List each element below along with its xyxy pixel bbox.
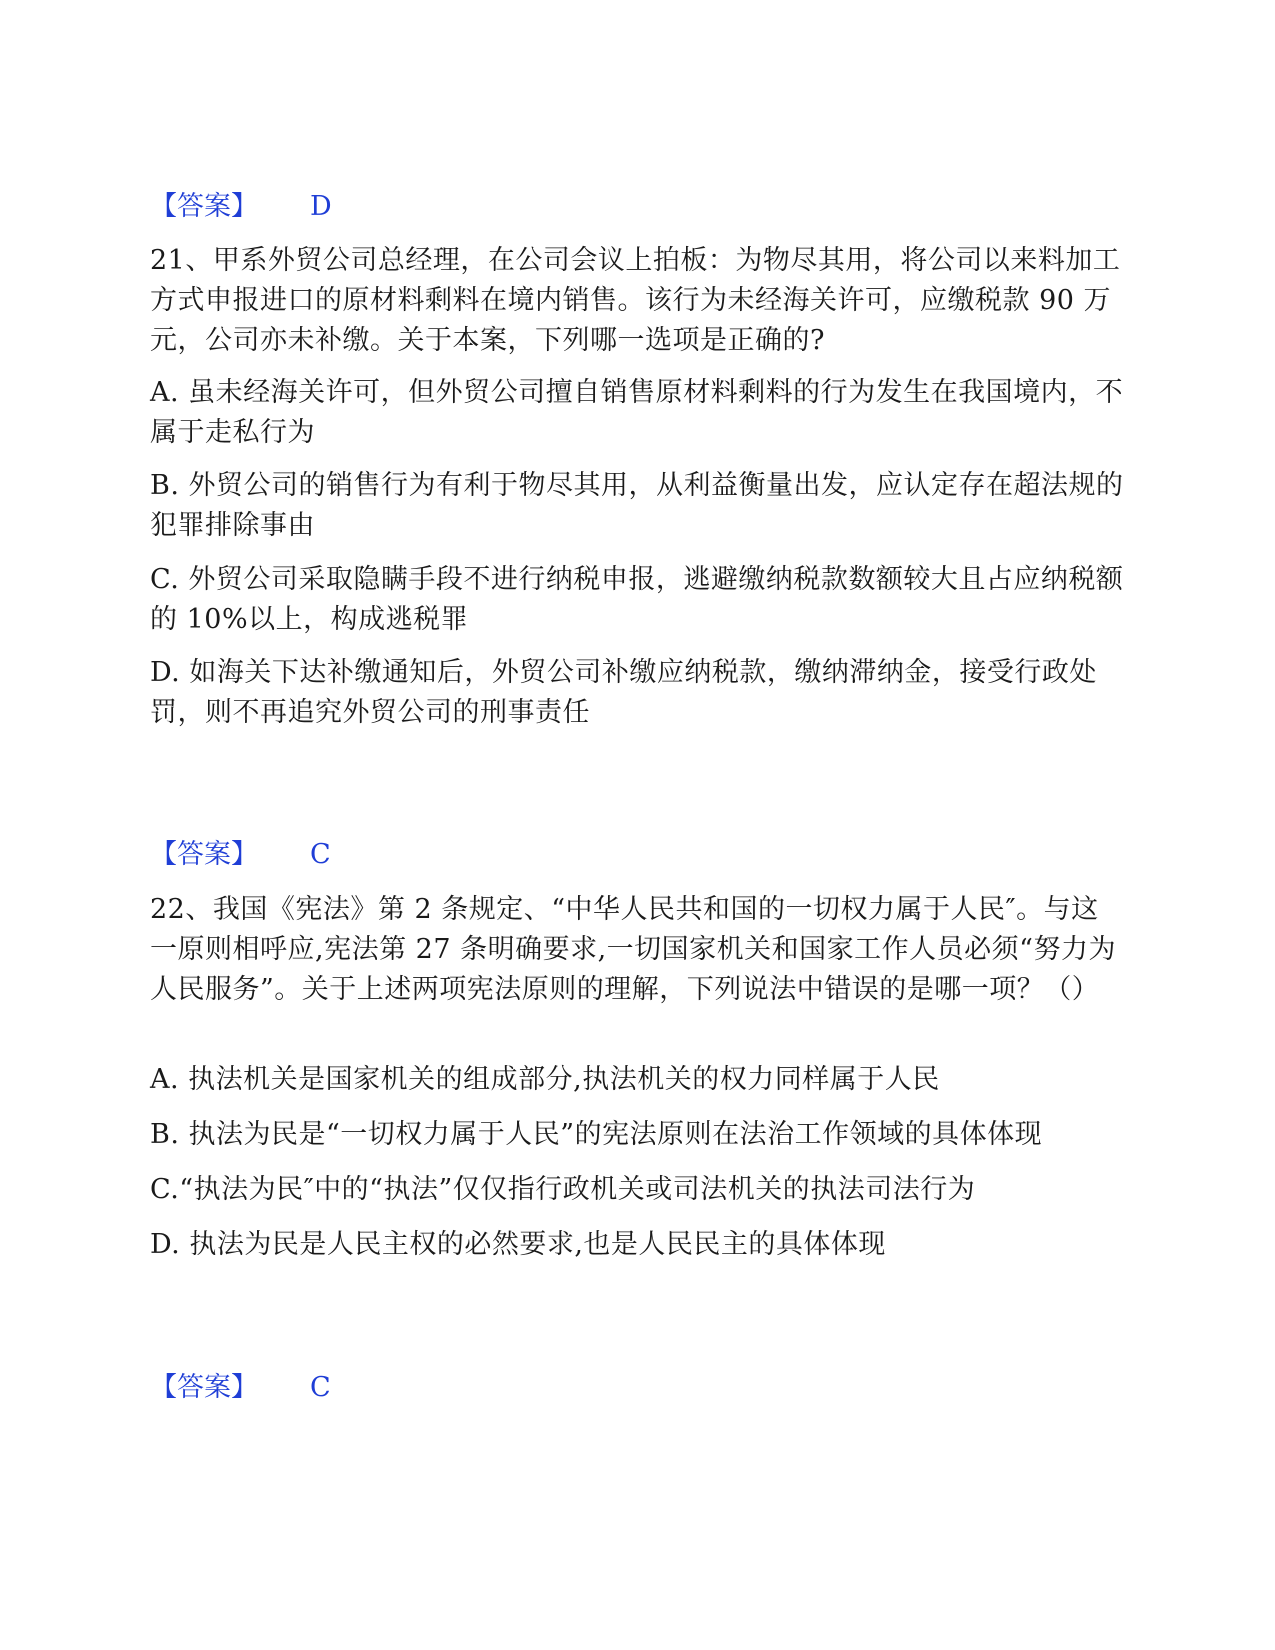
question-21-option-d: D. 如海关下达补缴通知后，外贸公司补缴应纳税款，缴纳滞纳金，接受行政处罚，则不再追究外贸公司的刑事责任	[150, 657, 1097, 728]
question-22-option-c: C.“执法为民″中的“执法”仅仅指行政机关或司法机关的执法司法行为	[150, 1174, 976, 1205]
question-21-option-c: C. 外贸公司采取隐瞒手段不进行纳税申报，逃避缴纳税款数额较大且占应纳税额的 10%以上，构成逃税罪	[150, 564, 1124, 635]
question-22-stem: 22、我国《宪法》第 2 条规定、“中华人民共和国的一切权力属于人民″。与这一原则相呼应,宪法第 27 条明确要求,一切国家机关和国家工作人员必须“努力为人民服务”。关于上述两项宪法原则的理解，下列说法中错误的是哪一项？（）	[150, 894, 1116, 1005]
question-21-stem: 21、甲系外贸公司总经理，在公司会议上拍板：为物尽其用，将公司以来料加工方式申报进口的原材料剩料在境内销售。该行为未经海关许可，应缴税款 90 万元，公司亦未补缴。关于本案，下列哪一选项是正确的?	[150, 245, 1121, 356]
answer-block-2	[150, 835, 331, 875]
answer-label: 【答案】	[150, 1372, 258, 1403]
answer-block-1	[150, 187, 332, 227]
question-22-option-b: B. 执法为民是“一切权力属于人民”的宪法原则在法治工作领域的具体体现	[150, 1119, 1043, 1150]
answer-value: C	[310, 1372, 331, 1403]
answer-label: 【答案】	[150, 839, 258, 870]
question-21-option-b: B. 外贸公司的销售行为有利于物尽其用，从利益衡量出发，应认定存在超法规的犯罪排除事由	[150, 470, 1124, 541]
answer-value: D	[310, 191, 332, 222]
question-21-option-a: A. 虽未经海关许可，但外贸公司擅自销售原材料剩料的行为发生在我国境内，不属于走私行为	[150, 377, 1124, 448]
question-22-option-d: D. 执法为民是人民主权的必然要求,也是人民民主的具体体现	[150, 1229, 886, 1260]
question-22-option-a: A. 执法机关是国家机关的组成部分,执法机关的权力同样属于人民	[150, 1064, 940, 1095]
answer-value: C	[310, 839, 331, 870]
answer-label: 【答案】	[150, 191, 258, 222]
answer-block-3	[150, 1368, 331, 1408]
